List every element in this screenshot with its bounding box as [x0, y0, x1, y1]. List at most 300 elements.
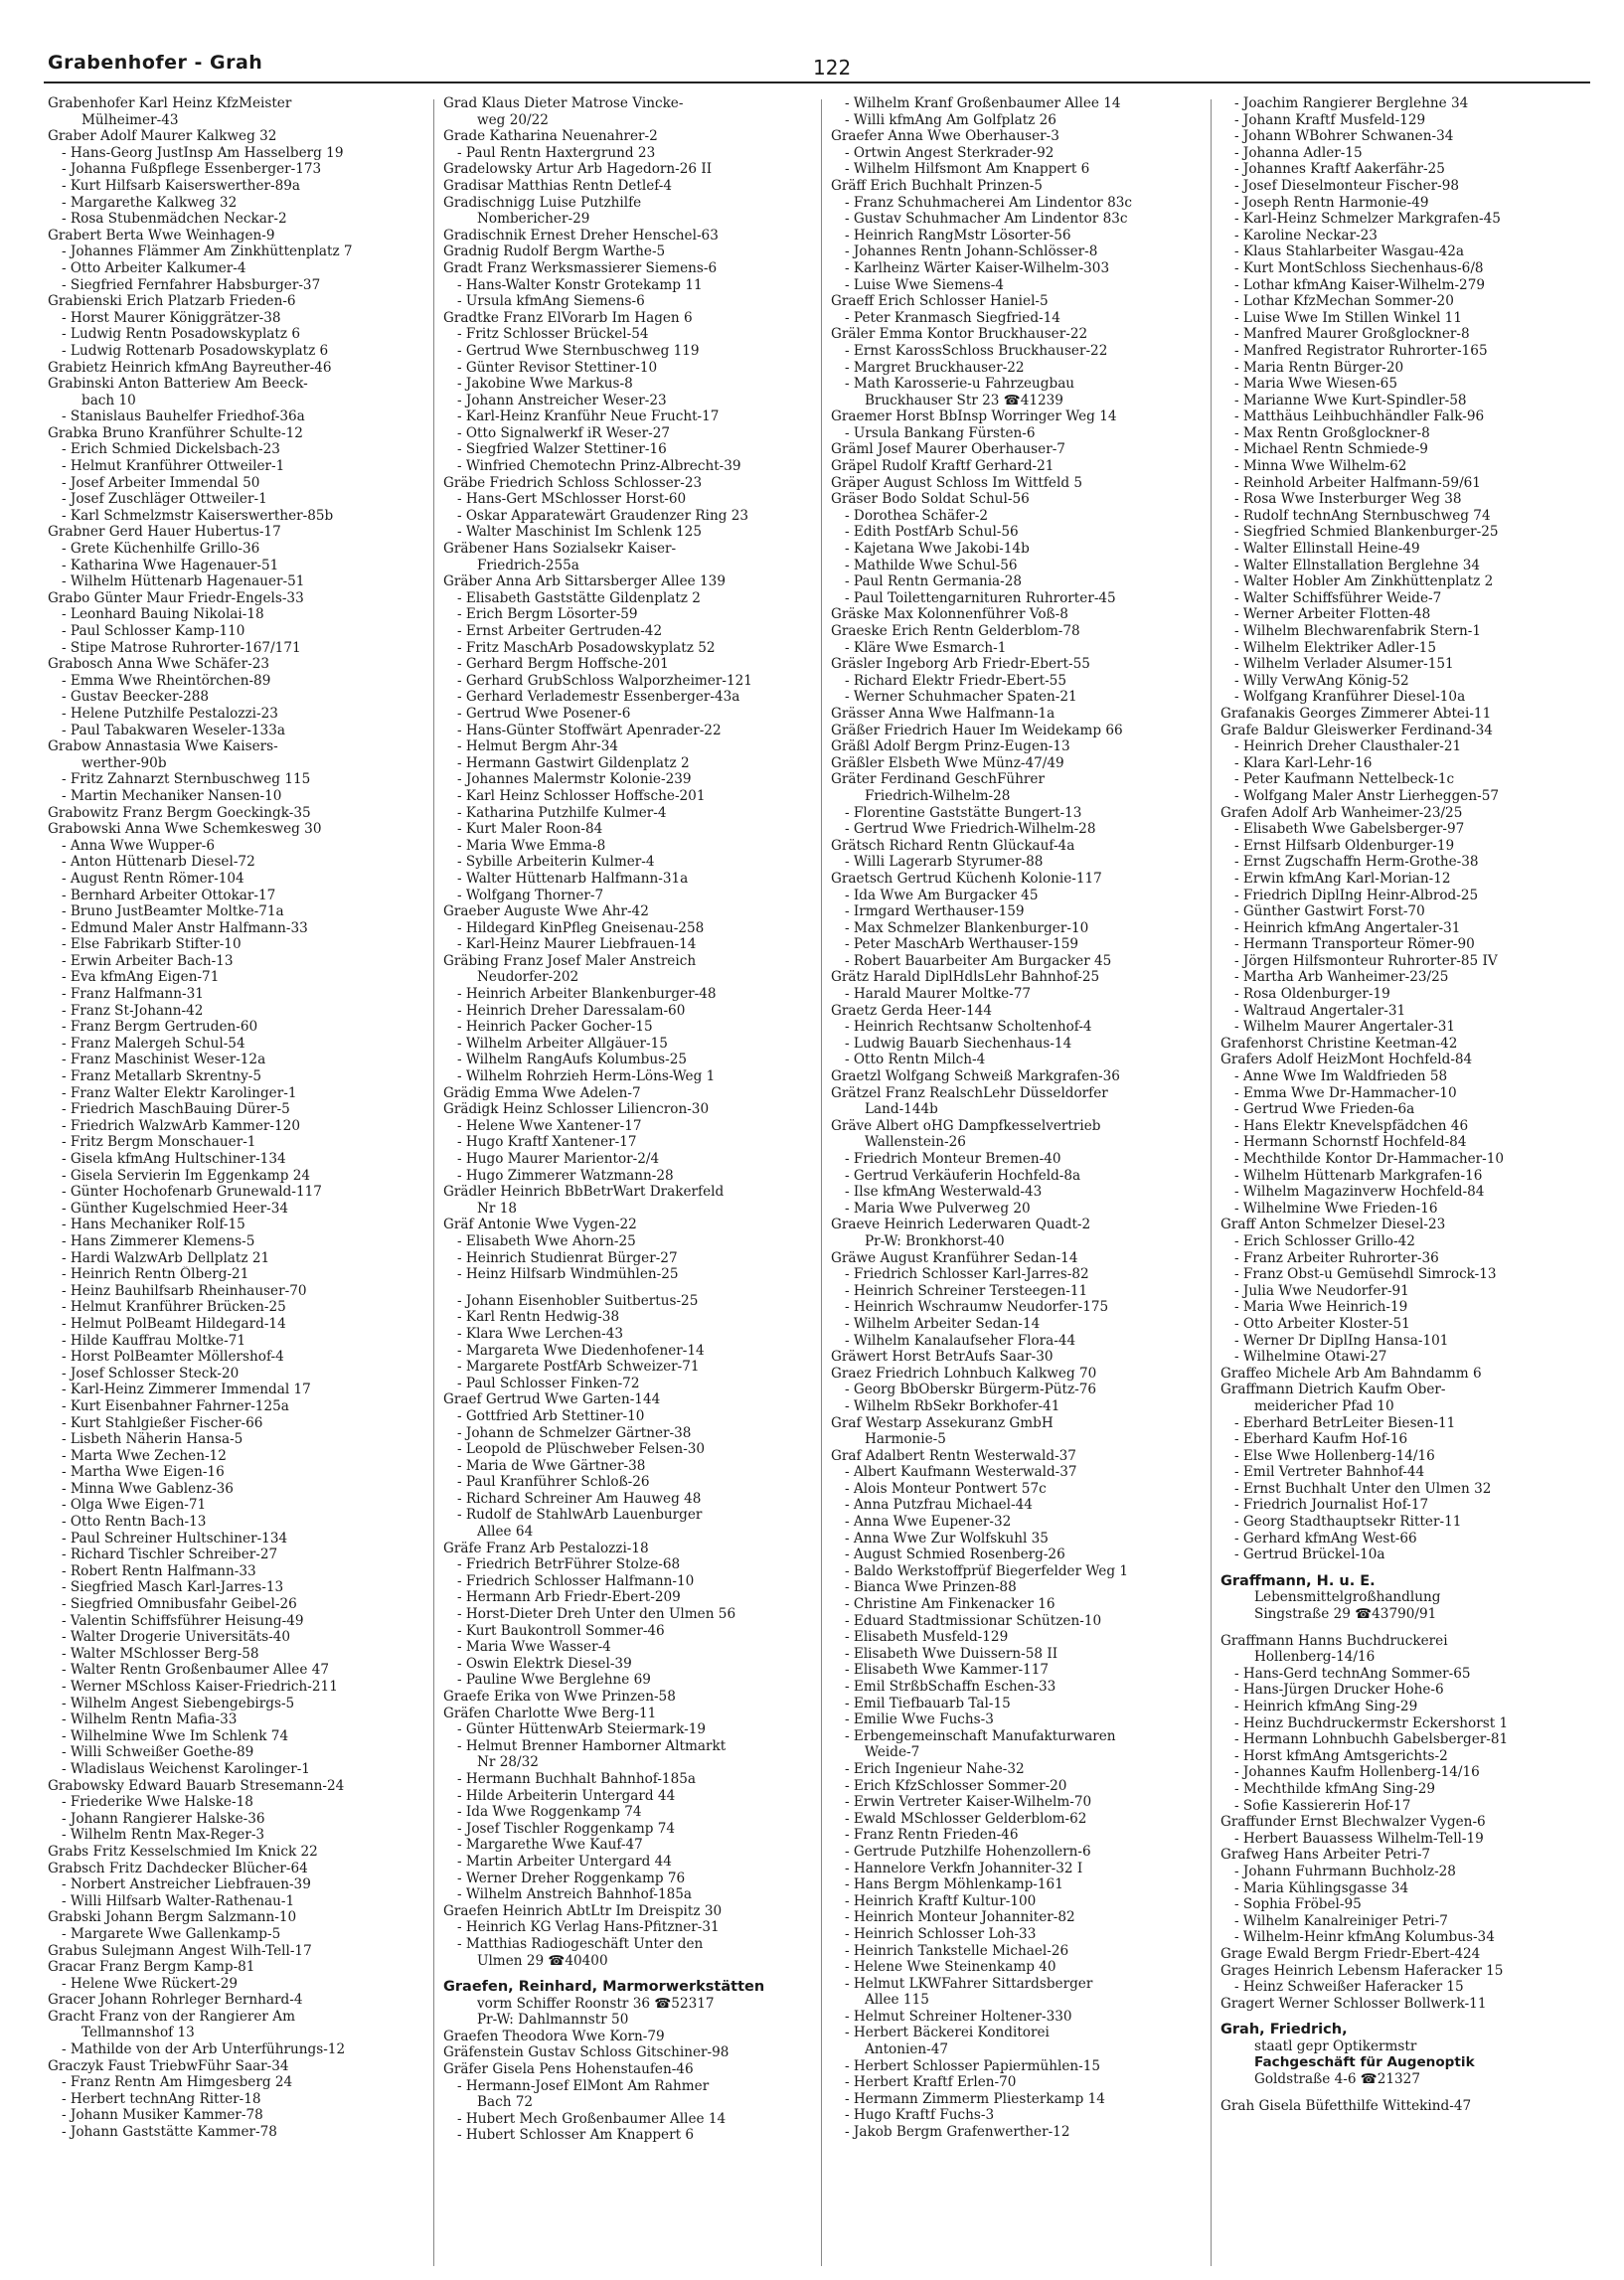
directory-subentry: - Marianne Wwe Kurt-Spindler-58	[1234, 392, 1467, 408]
directory-entry: Grabinski Anton Batteriew Am Beeck-	[48, 376, 308, 393]
directory-subentry: - Joseph Rentn Harmonie-49	[1234, 194, 1429, 211]
directory-subentry: - Hans Elektr Knevelspfädchen 46	[1234, 1117, 1469, 1134]
directory-subentry: - Emma Wwe Dr-Hammacher-10	[1234, 1084, 1457, 1101]
directory-entry: Grad Klaus Dieter Matrose Vincke-	[443, 95, 684, 111]
directory-subentry: - Helmut PolBeamt Hildegard-14	[62, 1315, 286, 1332]
directory-entry: Gracht Franz von der Rangierer Am	[48, 2008, 295, 2025]
entry-continuation: Harmonie-5	[865, 1431, 946, 1448]
directory-subentry: - Hannelore Verkfn Johanniter-32 I	[845, 1860, 1083, 1876]
directory-subentry: - Karlheinz Wärter Kaiser-Wilhelm-303	[845, 259, 1110, 276]
directory-subentry: - Peter MaschArb Werthauser-159	[845, 936, 1079, 953]
directory-subentry: - Elisabeth Wwe Kammer-117	[845, 1662, 1049, 1679]
directory-subentry: - Wilhelm Blechwarenfabrik Stern-1	[1234, 623, 1482, 639]
directory-entry: Gräbe Friedrich Schloss Schlosser-23	[443, 474, 703, 491]
directory-subentry: - Paul Tabakwaren Weseler-133a	[62, 722, 285, 738]
directory-subentry: - Heinrich Dreher Daressalam-60	[457, 1002, 686, 1019]
directory-subentry: - Rudolf de StahlwArb Lauenburger	[457, 1507, 703, 1524]
directory-subentry: - Hardi WalzwArb Dellplatz 21	[62, 1249, 270, 1266]
directory-entry: Grabert Berta Wwe Weinhagen-9	[48, 227, 275, 244]
directory-subentry: - Erbengemeinschaft Manufakturwaren	[845, 1727, 1116, 1744]
directory-subentry: - Gertrud Wwe Sternbuschweg 119	[457, 342, 700, 359]
directory-subentry: - Anne Wwe Im Waldfrieden 58	[1234, 1068, 1448, 1085]
directory-subentry: - Rudolf technAng Sternbuschweg 74	[1234, 507, 1491, 524]
directory-subentry: - Franz Walter Elektr Karolinger-1	[62, 1084, 297, 1101]
directory-subentry: - Bernhard Arbeiter Ottokar-17	[62, 887, 276, 903]
entry-spacer	[1220, 2088, 1592, 2098]
directory-entry: Grafweg Hans Arbeiter Petri-7	[1220, 1847, 1431, 1864]
directory-subentry: - Elisabeth Musfeld-129	[845, 1629, 1009, 1646]
directory-entry: Gräwe August Kranführer Sedan-14	[831, 1249, 1078, 1266]
directory-entry: Gräsler Ingeborg Arb Friedr-Ebert-55	[831, 656, 1090, 673]
directory-subentry: - Franz Halfmann-31	[62, 986, 204, 1003]
directory-subentry: - Hans-Jürgen Drucker Hohe-6	[1234, 1682, 1444, 1699]
directory-subentry: - Ernst KarossSchloss Bruckhauser-22	[845, 342, 1108, 359]
directory-entry: Graemer Horst BbInsp Worringer Weg 14	[831, 408, 1117, 425]
directory-entry: Grabosch Anna Wwe Schäfer-23	[48, 656, 269, 673]
directory-subentry: - Hildegard KinPfleg Gneisenau-258	[457, 919, 705, 936]
entry-continuation: Ulmen 29 ☎40400	[477, 1952, 608, 1969]
directory-subentry: - Grete Küchenhilfe Grillo-36	[62, 541, 260, 558]
directory-entry: Grabowsky Edward Bauarb Stresemann-24	[48, 1777, 345, 1794]
directory-subentry: - Hans-Gert MSchlosser Horst-60	[457, 491, 687, 508]
directory-subentry: - Richard Schreiner Am Hauweg 48	[457, 1490, 702, 1507]
entry-spacer	[1220, 1563, 1592, 1573]
page-number: 122	[813, 56, 852, 80]
directory-entry: Grabowitz Franz Bergm Goeckingk-35	[48, 804, 311, 821]
directory-entry: Grafanakis Georges Zimmerer Abtei-11	[1220, 705, 1492, 722]
directory-subentry: - Anna Wwe Wupper-6	[62, 837, 216, 854]
directory-subentry: - Max Rentn Großglockner-8	[1234, 424, 1430, 441]
directory-subentry: - Ilse kfmAng Westerwald-43	[845, 1184, 1043, 1201]
directory-subentry: - Werner Dr DiplIng Hansa-101	[1234, 1332, 1449, 1349]
directory-subentry: - Alois Monteur Pontwert 57c	[845, 1480, 1047, 1497]
directory-subentry: - Gerhard kfmAng West-66	[1234, 1530, 1417, 1547]
directory-subentry: - Georg Stadthauptsekr Ritter-11	[1234, 1514, 1462, 1531]
display-entry-heading: Grah, Friedrich,	[1220, 2022, 1348, 2038]
directory-subentry: - Wilhelm Kranf Großenbaumer Allee 14	[845, 95, 1121, 111]
directory-subentry: - Franz Rentn Frieden-46	[845, 1827, 1019, 1844]
directory-subentry: - Hilde Arbeiterin Untergard 44	[457, 1787, 676, 1804]
entry-spacer	[443, 1969, 815, 1979]
directory-subentry: - Gertrude Putzhilfe Hohenzollern-6	[845, 1843, 1091, 1860]
directory-subentry: - Oskar Apparatewärt Graudenzer Ring 23	[457, 507, 749, 524]
directory-subentry: - Rosa Oldenburger-19	[1234, 986, 1390, 1003]
directory-subentry: - Johannes Rentn Johann-Schlösser-8	[845, 244, 1098, 260]
directory-entry: Graetsch Gertrud Küchenh Kolonie-117	[831, 870, 1102, 887]
directory-subentry: - Helmut Brenner Hamborner Altmarkt	[457, 1737, 727, 1754]
directory-subentry: - Walter Hüttenarb Halfmann-31a	[457, 870, 689, 887]
directory-subentry: - Michael Rentn Schmiede-9	[1234, 441, 1428, 458]
directory-entry: Gragert Werner Schlosser Bollwerk-11	[1220, 1995, 1487, 2012]
directory-entry: Grätsch Richard Rentn Glückauf-4a	[831, 837, 1075, 854]
directory-subentry: - Fritz Schlosser Brückel-54	[457, 326, 649, 343]
directory-subentry: - Maria Wwe Emma-8	[457, 837, 606, 854]
directory-subentry: - Heinrich kfmAng Angertaler-31	[1234, 919, 1461, 936]
directory-subentry: - Josef Arbeiter Immendal 50	[62, 474, 260, 491]
directory-entry: Gräff Erich Buchhalt Prinzen-5	[831, 177, 1043, 194]
directory-subentry: - Robert Bauarbeiter Am Burgacker 45	[845, 952, 1112, 969]
directory-subentry: - Werner Arbeiter Flotten-48	[1234, 606, 1431, 623]
directory-subentry: - Hans-Gerd technAng Sommer-65	[1234, 1665, 1471, 1682]
directory-entry: Graetz Gerda Heer-144	[831, 1002, 992, 1019]
directory-subentry: - Karoline Neckar-23	[1234, 227, 1378, 244]
directory-subentry: - Klaus Stahlarbeiter Wasgau-42a	[1234, 244, 1465, 260]
directory-subentry: - Peter Kaufmann Nettelbeck-1c	[1234, 771, 1455, 788]
directory-subentry: - Wilhelm Elektriker Adler-15	[1234, 639, 1436, 656]
directory-subentry: - Hans Mechaniker Rolf-15	[62, 1217, 245, 1233]
directory-subentry: - Josef Schlosser Steck-20	[62, 1365, 240, 1382]
entry-continuation: vorm Schiffer Roonstr 36 ☎52317	[477, 1995, 715, 2012]
directory-subentry: - Franz Obst-u Gemüsehdl Simrock-13	[1234, 1266, 1497, 1283]
directory-entry: Grädig Emma Wwe Adelen-7	[443, 1084, 641, 1101]
directory-entry: Grätzel Franz RealschLehr Düsseldorfer	[831, 1084, 1108, 1101]
directory-subentry: - Paul Schlosser Kamp-110	[62, 623, 245, 639]
directory-subentry: - Franz Arbeiter Ruhrorter-36	[1234, 1249, 1439, 1266]
directory-entry: Grabsch Fritz Dachdecker Blücher-64	[48, 1860, 308, 1876]
directory-entry: Graetzl Wolfgang Schweiß Markgrafen-36	[831, 1068, 1120, 1085]
entry-continuation: Pr-W: Bronkhorst-40	[865, 1232, 1005, 1249]
directory-entry: Gradelowsky Artur Arb Hagedorn-26 II	[443, 161, 713, 178]
directory-subentry: - Else Fabrikarb Stifter-10	[62, 936, 242, 953]
directory-entry: Graefen Theodora Wwe Korn-79	[443, 2028, 665, 2044]
directory-subentry: - Stanislaus Bauhelfer Friedhof-36a	[62, 408, 305, 425]
directory-entry: Gracar Franz Bergm Kamp-81	[48, 1959, 255, 1976]
directory-entry: Gräßl Adolf Bergm Prinz-Eugen-13	[831, 738, 1070, 755]
directory-subentry: - Martha Arb Wanheimer-23/25	[1234, 969, 1449, 986]
directory-subentry: - Hans Zimmerer Klemens-5	[62, 1232, 255, 1249]
directory-subentry: - Gerhard GrubSchloss Walporzheimer-121	[457, 672, 752, 689]
entry-continuation: Weide-7	[865, 1744, 920, 1761]
directory-subentry: - Jakobine Wwe Markus-8	[457, 376, 633, 393]
directory-subentry: - Heinz Bauhilfsarb Rheinhauser-70	[62, 1282, 307, 1299]
entry-continuation: Allee 115	[865, 1992, 929, 2009]
directory-entry: Graeve Heinrich Lederwaren Quadt-2	[831, 1217, 1091, 1233]
directory-subentry: - Reinhold Arbeiter Halfmann-59/61	[1234, 474, 1481, 491]
directory-subentry: - Friedrich WalzwArb Kammer-120	[62, 1117, 300, 1134]
directory-subentry: - Helene Wwe Xantener-17	[457, 1117, 642, 1134]
directory-subentry: - Heinz Buchdruckermstr Eckershorst 1	[1234, 1714, 1509, 1731]
directory-subentry: - Herbert Kraftf Erlen-70	[845, 2074, 1017, 2091]
directory-subentry: - Helmut LKWFahrer Sittardsberger	[845, 1975, 1093, 1992]
directory-subentry: - Rosa Stubenmädchen Neckar-2	[62, 211, 287, 228]
directory-subentry: - Heinrich Kraftf Kultur-100	[845, 1892, 1037, 1909]
directory-subentry: - Luise Wwe Siemens-4	[845, 276, 1004, 293]
directory-subentry: - Fritz MaschArb Posadowskyplatz 52	[457, 639, 716, 656]
directory-subentry: - Herbert technAng Ritter-18	[62, 2090, 261, 2107]
directory-subentry: - Sophia Fröbel-95	[1234, 1896, 1362, 1913]
directory-subentry: - Franz Schuhmacherei Am Lindentor 83c	[845, 194, 1133, 211]
directory-entry: Graffmann Dietrich Kaufm Ober-	[1220, 1382, 1446, 1398]
directory-subentry: - Lisbeth Näherin Hansa-5	[62, 1431, 244, 1448]
entry-continuation: bach 10	[81, 392, 136, 408]
directory-subentry: - Hugo Maurer Marientor-2/4	[457, 1151, 660, 1167]
display-entry-heading: Graefen, Reinhard, Marmorwerkstätten	[443, 1979, 765, 1996]
directory-subentry: - Edmund Maler Anstr Halfmann-33	[62, 919, 308, 936]
directory-subentry: - Fritz Bergm Monschauer-1	[62, 1134, 256, 1151]
directory-subentry: - Julia Wwe Neudorfer-91	[1234, 1282, 1409, 1299]
directory-subentry: - Heinrich kfmAng Sing-29	[1234, 1699, 1418, 1714]
directory-subentry: - Günther Gastwirt Forst-70	[1234, 903, 1425, 920]
directory-subentry: - August Schmied Rosenberg-26	[845, 1547, 1065, 1563]
directory-subentry: - Heinrich Studienrat Bürger-27	[457, 1249, 678, 1266]
directory-subentry: - Lothar KfzMechan Sommer-20	[1234, 293, 1454, 310]
directory-subentry: - Wilhelm Magazinverw Hochfeld-84	[1234, 1184, 1485, 1201]
directory-subentry: - Wilhelm Arbeiter Sedan-14	[845, 1315, 1041, 1332]
directory-subentry: - Heinrich Rentn Ölberg-21	[62, 1266, 249, 1283]
directory-subentry: - Herbert Bäckerei Konditorei	[845, 2025, 1050, 2041]
directory-subentry: - Elisabeth Gaststätte Gildenplatz 2	[457, 589, 701, 606]
directory-subentry: - Franz Maschinist Weser-12a	[62, 1052, 266, 1068]
entry-continuation: Mülheimer-43	[81, 111, 179, 128]
directory-entry: Gracer Johann Rohrleger Bernhard-4	[48, 1992, 303, 2009]
entry-continuation: werther-90b	[81, 754, 167, 771]
directory-subentry: - Elisabeth Wwe Ahorn-25	[457, 1232, 636, 1249]
directory-subentry: - Wilhelm Rentn Mafia-33	[62, 1711, 238, 1728]
directory-entry: Graeske Erich Rentn Gelderblom-78	[831, 623, 1080, 639]
directory-subentry: - Johann Fuhrmann Buchholz-28	[1234, 1863, 1456, 1879]
directory-subentry: - Wilhelm Anstreich Bahnhof-185a	[457, 1886, 693, 1903]
directory-subentry: - Johann de Schmelzer Gärtner-38	[457, 1424, 692, 1441]
directory-subentry: - Hans-Georg JustInsp Am Hasselberg 19	[62, 144, 344, 161]
directory-subentry: - Werner Schuhmacher Spaten-21	[845, 689, 1077, 706]
directory-entry: Gradt Franz Werksmassierer Siemens-6	[443, 259, 718, 276]
directory-subentry: - Heinrich Arbeiter Blankenburger-48	[457, 986, 717, 1003]
directory-subentry: - Friederike Wwe Halske-18	[62, 1794, 253, 1811]
column-divider	[821, 99, 822, 2266]
directory-entry: Grabka Bruno Kranführer Schulte-12	[48, 424, 303, 441]
directory-subentry: - Erich Ingenieur Nahe-32	[845, 1760, 1025, 1777]
directory-subentry: - Maria Wwe Wiesen-65	[1234, 376, 1397, 393]
directory-subentry: - Albert Kaufmann Westerwald-37	[845, 1464, 1077, 1481]
directory-subentry: - Wilhelm Verlader Alsumer-151	[1234, 656, 1454, 673]
directory-subentry: - Heinrich Tankstelle Michael-26	[845, 1942, 1069, 1959]
directory-subentry: - Willi kfmAng Am Golfplatz 26	[845, 111, 1056, 128]
directory-subentry: - Hermann Transporteur Römer-90	[1234, 936, 1475, 953]
directory-entry: Grafers Adolf HeizMont Hochfeld-84	[1220, 1052, 1473, 1068]
directory-entry: Grässer Anna Wwe Halfmann-1a	[831, 705, 1056, 722]
entry-continuation: staatl gepr Optikermstr	[1254, 2037, 1417, 2054]
directory-subentry: - Manfred Registrator Ruhrorter-165	[1234, 342, 1488, 359]
directory-subentry: - Helene Putzhilfe Pestalozzi-23	[62, 705, 278, 722]
directory-subentry: - Harald Maurer Moltke-77	[845, 986, 1032, 1003]
directory-subentry: - Paul Toilettengarnituren Ruhrorter-45	[845, 589, 1116, 606]
directory-subentry: - Wilhelm Kanalaufseher Flora-44	[845, 1332, 1076, 1349]
directory-subentry: - Heinrich Schlosser Loh-33	[845, 1925, 1037, 1942]
header-rule	[44, 81, 1590, 83]
directory-subentry: - Erich Schlosser Grillo-42	[1234, 1232, 1415, 1249]
directory-subentry: - Ida Wwe Roggenkamp 74	[457, 1804, 642, 1821]
directory-subentry: - Kurt Baukontroll Sommer-46	[457, 1622, 665, 1639]
entry-continuation: Antonien-47	[865, 2041, 949, 2058]
directory-subentry: - Matthäus Leihbuchhändler Falk-96	[1234, 408, 1485, 425]
directory-subentry: - Willi Hilfsarb Walter-Rathenau-1	[62, 1892, 295, 1909]
directory-subentry: - Günter Hochofenarb Grunewald-117	[62, 1184, 322, 1201]
directory-subentry: - Jakob Bergm Grafenwerther-12	[845, 2124, 1070, 2141]
entry-continuation: Allee 64	[477, 1524, 534, 1541]
directory-subentry: - Josef Zuschläger Ottweiler-1	[62, 491, 267, 508]
directory-subentry: - Anna Wwe Zur Wolfskuhl 35	[845, 1530, 1049, 1547]
directory-entry: Gräler Emma Kontor Bruckhauser-22	[831, 326, 1088, 343]
directory-subentry: - Richard Tischler Schreiber-27	[62, 1547, 278, 1563]
directory-subentry: - Kläre Wwe Esmarch-1	[845, 639, 1007, 656]
directory-entry: Gräßler Elsbeth Wwe Münz-47/49	[831, 754, 1064, 771]
entry-continuation: Friedrich-Wilhelm-28	[865, 787, 1011, 804]
directory-subentry: - Franz Malergeh Schul-54	[62, 1035, 245, 1052]
directory-subentry: - Margarethe Kalkweg 32	[62, 194, 238, 211]
directory-subentry: - Bianca Wwe Prinzen-88	[845, 1579, 1017, 1596]
directory-subentry: - Erwin Arbeiter Bach-13	[62, 952, 234, 969]
directory-subentry: - Leopold de Plüschweber Felsen-30	[457, 1441, 706, 1458]
directory-subentry: - Marta Wwe Zechen-12	[62, 1447, 227, 1464]
running-head: Grabenhofer - Grah	[48, 52, 263, 74]
directory-subentry: - Mathilde Wwe Schul-56	[845, 557, 1018, 573]
directory-subentry: - Minna Wwe Gablenz-36	[62, 1480, 234, 1497]
directory-subentry: - Else Wwe Hollenberg-14/16	[1234, 1447, 1435, 1464]
directory-subentry: - Rosa Wwe Insterburger Weg 38	[1234, 491, 1462, 508]
directory-subentry: - Joachim Rangierer Berglehne 34	[1234, 95, 1469, 111]
directory-subentry: - Emil Tiefbauarb Tal-15	[845, 1695, 1011, 1711]
directory-subentry: - Wilhelmine Wwe Im Schlenk 74	[62, 1727, 289, 1744]
directory-subentry: - Ernst Hilfsarb Oldenburger-19	[1234, 837, 1455, 854]
directory-subentry: - Eva kfmAng Eigen-71	[62, 969, 220, 986]
directory-subentry: - Gisela kfmAng Hultschiner-134	[62, 1151, 286, 1167]
directory-subentry: - Heinrich KG Verlag Hans-Pfitzner-31	[457, 1919, 720, 1936]
directory-subentry: - Hans-Walter Konstr Grotekamp 11	[457, 276, 703, 293]
directory-subentry: - Anton Hüttenarb Diesel-72	[62, 854, 255, 871]
directory-subentry: - Martin Mechaniker Nansen-10	[62, 787, 282, 804]
directory-entry: Gräf Antonie Wwe Vygen-22	[443, 1217, 637, 1233]
directory-subentry: - Paul Rentn Germania-28	[845, 573, 1023, 590]
directory-entry: Grafenhorst Christine Keetman-42	[1220, 1035, 1458, 1052]
directory-subentry: - Wilhelm-Heinr kfmAng Kolumbus-34	[1234, 1929, 1495, 1946]
directory-subentry: - Ernst Zugschaffn Herm-Grothe-38	[1234, 854, 1479, 871]
directory-subentry: - Hermann Buchhalt Bahnhof-185a	[457, 1770, 696, 1787]
directory-entry: Graber Adolf Maurer Kalkweg 32	[48, 128, 277, 145]
directory-subentry: - Walter Hobler Am Zinkhüttenplatz 2	[1234, 573, 1494, 590]
directory-subentry: - Ernst Arbeiter Gertruden-42	[457, 623, 663, 639]
directory-subentry: - Heinrich Dreher Clausthaler-21	[1234, 738, 1462, 755]
display-entry-bold-line: Fachgeschäft für Augenoptik	[1254, 2054, 1475, 2071]
directory-subentry: - Emil StrßbSchaffn Eschen-33	[845, 1679, 1056, 1695]
entry-continuation: Singstraße 29 ☎43790/91	[1254, 1606, 1437, 1623]
directory-entry: Gradischnigg Luise Putzhilfe	[443, 194, 642, 211]
directory-subentry: - Wilhelm RbSekr Borkhofer-41	[845, 1397, 1060, 1414]
directory-entry: Grah Gisela Büfetthilfe Wittekind-47	[1220, 2097, 1472, 2114]
directory-entry: Graffmann Hanns Buchdruckerei	[1220, 1632, 1448, 1649]
directory-subentry: - Günter HüttenwArb Steiermark-19	[457, 1721, 707, 1738]
directory-entry: Gräfen Charlotte Wwe Berg-11	[443, 1705, 657, 1721]
directory-subentry: - Manfred Maurer Großglockner-8	[1234, 326, 1470, 343]
directory-entry: Grätz Harald DiplHdlsLehr Bahnhof-25	[831, 969, 1100, 986]
directory-subentry: - Lothar kfmAng Kaiser-Wilhelm-279	[1234, 276, 1486, 293]
directory-subentry: - Heinrich Wschraumw Neudorfer-175	[845, 1299, 1109, 1316]
directory-subentry: - Gottfried Arb Stettiner-10	[457, 1407, 645, 1424]
directory-subentry: - Martin Arbeiter Untergard 44	[457, 1853, 672, 1870]
directory-entry: Graff Anton Schmelzer Diesel-23	[1220, 1217, 1446, 1233]
directory-subentry: - August Rentn Römer-104	[62, 870, 244, 887]
column-divider	[1211, 99, 1212, 2266]
directory-entry: Graez Friedrich Lohnbuch Kalkweg 70	[831, 1365, 1097, 1382]
directory-entry: Graefer Anna Wwe Oberhauser-3	[831, 128, 1059, 145]
directory-subentry: - Hermann Zimmerm Pliesterkamp 14	[845, 2090, 1105, 2107]
directory-subentry: - Wilhelm Kanalreiniger Petri-7	[1234, 1912, 1448, 1929]
directory-entry: Graeber Auguste Wwe Ahr-42	[443, 903, 649, 920]
directory-subentry: - Baldo Werkstoffprüf Biegerfelder Weg 1	[845, 1562, 1128, 1579]
directory-entry: Graeff Erich Schlosser Haniel-5	[831, 293, 1049, 310]
directory-entry: Grabs Fritz Kesselschmied Im Knick 22	[48, 1843, 318, 1860]
directory-subentry: - Wilhelmine Otawi-27	[1234, 1349, 1387, 1366]
column-4	[1220, 95, 1592, 2272]
directory-subentry: - Johanna Adler-15	[1234, 144, 1363, 161]
directory-entry: Grafen Adolf Arb Wanheimer-23/25	[1220, 804, 1463, 821]
directory-subentry: - Werner MSchloss Kaiser-Friedrich-211	[62, 1679, 338, 1695]
column-2	[443, 95, 815, 2272]
directory-subentry: - Hans-Günter Stoffwärt Apenrader-22	[457, 722, 722, 738]
entry-continuation: weg 20/22	[477, 111, 549, 128]
directory-subentry: - Christine Am Finkenacker 16	[845, 1596, 1056, 1613]
directory-subentry: - Sofie Kassiererin Hof-17	[1234, 1797, 1411, 1814]
directory-subentry: - Helene Wwe Steinenkamp 40	[845, 1959, 1056, 1976]
directory-subentry: - Kurt Eisenbahner Fahrner-125a	[62, 1397, 289, 1414]
directory-subentry: - Margret Bruckhauser-22	[845, 359, 1025, 376]
directory-subentry: - Ursula Bankang Fürsten-6	[845, 424, 1036, 441]
directory-subentry: - Gisela Servierin Im Eggenkamp 24	[62, 1167, 311, 1184]
entry-spacer	[1220, 1623, 1592, 1633]
directory-subentry: - Franz Bergm Gertruden-60	[62, 1019, 258, 1036]
entry-continuation: Tellmannshof 13	[81, 2025, 195, 2041]
directory-subentry: - Hugo Kraftf Fuchs-3	[845, 2107, 995, 2124]
directory-subentry: - Horst PolBeamter Möllershof-4	[62, 1349, 284, 1366]
directory-entry: Gräml Josef Maurer Oberhauser-7	[831, 441, 1065, 458]
directory-entry: Graffunder Ernst Blechwalzer Vygen-6	[1220, 1814, 1486, 1831]
directory-entry: Gräßer Friedrich Hauer Im Weidekamp 66	[831, 722, 1123, 738]
directory-subentry: - Helmut Kranführer Ottweiler-1	[62, 458, 285, 475]
directory-subentry: - Günter Revisor Stettiner-10	[457, 359, 658, 376]
directory-subentry: - Paul Kranführer Schloß-26	[457, 1474, 650, 1491]
directory-subentry: - Valentin Schiffsführer Heisung-49	[62, 1612, 304, 1629]
directory-entry: Gräfer Gisela Pens Hohenstaufen-46	[443, 2061, 694, 2078]
directory-subentry: - Johann Musiker Kammer-78	[62, 2107, 263, 2124]
directory-subentry: - Maria Wwe Pulverweg 20	[845, 1200, 1031, 1217]
directory-subentry: - Johann WBohrer Schwanen-34	[1234, 128, 1454, 145]
directory-subentry: - Ida Wwe Am Burgacker 45	[845, 887, 1039, 903]
directory-subentry: - Horst-Dieter Dreh Unter den Ulmen 56	[457, 1606, 736, 1623]
directory-subentry: - Peter Kranmasch Siegfried-14	[845, 309, 1060, 326]
directory-subentry: - Helene Wwe Rückert-29	[62, 1975, 239, 1992]
directory-entry: Grabus Sulejmann Angest Wilh-Tell-17	[48, 1942, 312, 1959]
entry-continuation: Nr 18	[477, 1200, 518, 1217]
entry-continuation: Neudorfer-202	[477, 969, 579, 986]
directory-subentry: - Kajetana Wwe Jakobi-14b	[845, 541, 1030, 558]
entry-continuation: Nombericher-29	[477, 211, 590, 228]
display-entry-heading: Graffmann, H. u. E.	[1220, 1572, 1376, 1589]
directory-subentry: - Matthias Radiogeschäft Unter den	[457, 1935, 704, 1952]
directory-subentry: - Wilhelm Hüttenarb Markgrafen-16	[1234, 1167, 1483, 1184]
directory-subentry: - Helmut Schreiner Holtener-330	[845, 2008, 1072, 2025]
directory-subentry: - Helmut Bergm Ahr-34	[457, 738, 618, 755]
directory-subentry: - Maria Wwe Wasser-4	[457, 1639, 611, 1656]
directory-subentry: - Herbert Bauassess Wilhelm-Tell-19	[1234, 1830, 1484, 1847]
directory-entry: Grade Katharina Neuenahrer-2	[443, 128, 658, 145]
directory-subentry: - Josef Tischler Roggenkamp 74	[457, 1820, 676, 1837]
directory-subentry: - Karl-Heinz Schmelzer Markgrafen-45	[1234, 211, 1501, 228]
directory-subentry: - Ernst Buchhalt Unter den Ulmen 32	[1234, 1480, 1492, 1497]
directory-subentry: - Minna Wwe Wilhelm-62	[1234, 458, 1407, 475]
directory-subentry: - Heinz Hilfsarb Windmühlen-25	[457, 1266, 679, 1283]
entry-continuation: Goldstraße 4-6 ☎21327	[1254, 2071, 1420, 2088]
directory-subentry: - Margarethe Wwe Kauf-47	[457, 1837, 643, 1854]
directory-subentry: - Ludwig Bauarb Siechenhaus-14	[845, 1035, 1072, 1052]
